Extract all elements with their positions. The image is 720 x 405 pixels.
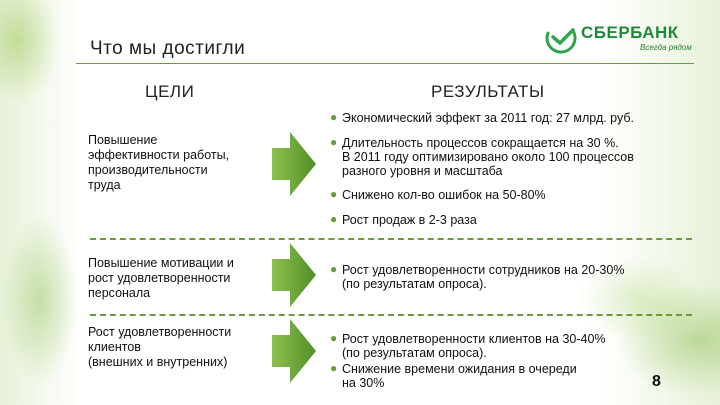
result-item (330, 111, 634, 125)
logo-name: СБЕРБАНК (581, 23, 679, 42)
sberbank-logo-icon (545, 22, 577, 54)
result-text: Экономический эффект за 2011 год: 27 млрд. руб. (342, 111, 635, 125)
results-header: РЕЗУЛЬТАТЫ (431, 82, 545, 101)
row-divider (90, 314, 692, 316)
result-text: Рост удовлетворенности сотрудников на 20-30% (по результатам опроса). (342, 263, 625, 291)
goal-clients: Рост удовлетворенности клиентов (внешних и внутренних) (88, 325, 232, 369)
bullet-icon: ● (330, 212, 338, 226)
result-item (330, 263, 624, 291)
result-item (330, 332, 606, 360)
row-divider (90, 238, 692, 240)
bullet-icon: ● (330, 187, 338, 201)
result-text: Снижено кол-во ошибок на 50-80% (342, 188, 546, 202)
result-item (330, 213, 477, 227)
title-underline (76, 63, 694, 64)
bullet-icon: ● (330, 135, 338, 149)
goals-header: ЦЕЛИ (145, 82, 195, 101)
page-number: 8 (652, 373, 661, 390)
result-text: Рост продаж в 2-3 раза (342, 213, 477, 227)
sberbank-logo (545, 22, 700, 56)
arrow-right-icon (272, 132, 316, 196)
result-item (330, 188, 546, 202)
result-text: Рост удовлетворенности клиентов на 30-40% (по результатам опроса). (342, 332, 606, 360)
result-item (330, 362, 577, 390)
page-title: Что мы достигли (90, 38, 246, 59)
goal-efficiency: Повышение эффективности работы, производительности труда (88, 133, 230, 192)
logo-tagline: Всегда рядом (640, 43, 692, 52)
arrow-right-icon (272, 319, 316, 383)
bullet-icon: ● (330, 262, 338, 276)
result-item (330, 136, 634, 178)
result-text: Снижение времени ожидания в очереди на 30% (342, 362, 577, 390)
bullet-icon: ● (330, 361, 338, 375)
result-text: Длительность процессов сокращается на 30 %. В 2011 году оптимизировано около 100 процессов разного уровня и масштаба (342, 136, 634, 178)
bullet-icon: ● (330, 110, 338, 124)
bullet-icon: ● (330, 331, 338, 345)
arrow-right-icon (272, 243, 316, 307)
goal-motivation: Повышение мотивации и рост удовлетворенности персонала (88, 256, 234, 300)
